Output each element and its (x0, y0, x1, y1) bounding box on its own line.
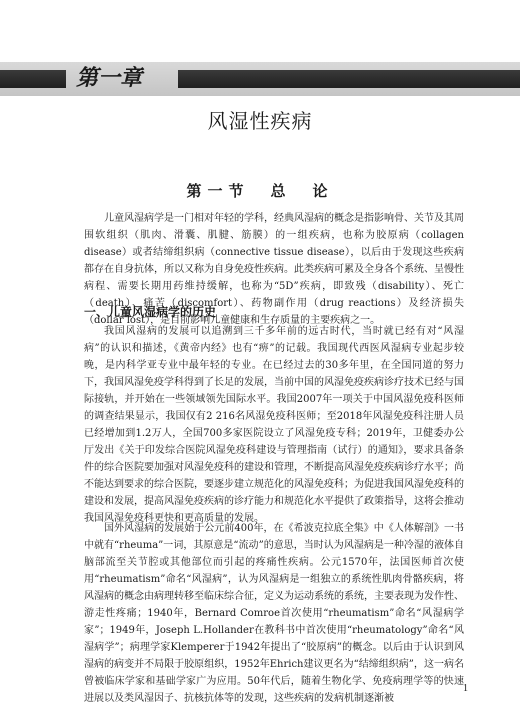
page-number: 1 (463, 683, 468, 694)
foreign-history-paragraph: 国外风湿病的发展始于公元前400年，在《希波克拉底全集》中《人体解剖》一书中就有“rheuma”一词，其原意是“流动”的意思，当时认为风湿病是一种冷湿的液体自脑部流至关节腔或其他部位而引起的疼痛性疾病。公元1570年，法国医师首次使用“rheumatism”命名“风湿病”，认为风湿病是一组独立的系统性肌肉骨骼疾病，将风湿病的概念由病理转移至临床综合征，定义为运动系统的系统，主要表现为发作性、游走性疼痛；1940年，Bernard Comroe首次使用“rheumatism”命名“风湿病学家”；1949年，Joseph L.Hollander在教科书中首次使用“rheumatology”命名“风湿病学”；病理学家Klemperer于1942年提出了“胶原病”的概念。以后由于认识到风湿病的病变并不局限于胶原组织，1952年Ehrich建议更名为“结缔组织病”，这一病名曾被临床学家和基础学家广为应用。50年代后，随着生物化学、免疫病理学等的快速进展以及类风湿因子、抗核抗体等的发现，这些疾病的发病机制逐渐被 (84, 523, 464, 704)
section-title: 第一节 总 论 (186, 182, 334, 200)
domestic-history-paragraph: 我国风湿病的发展可以追溯到三千多年前的远古时代，当时就已经有对“风湿病”的认识和描述，《黄帝内经》也有“痹”的记载。我国现代西医风湿病专业起步较晚，是内科学亚专业中最年轻的专业。在已经过去的30多年里，在全国同道的努力下，我国风湿免疫学科得到了长足的发展，当前中国的风湿免疫疾病诊疗技术已经与国际接轨，并开始在一些领域领先国际水平。我国2007年一项关于中国风湿免疫科医师的调查结果显示，我国仅有2 216名风湿免疫科医师；至2018年风湿免疫科注册人员已经增加到1.2万人，全国700多家医院设立了风湿免疫专科；2019年，卫健委办公厅发出《关于印发综合医院风湿免疫科建设与管理指南（试行）的通知》，要求具备条件的综合医院要加强对风湿免疫科的建设和管理，不断提高风湿免疫疾病诊疗水平；尚不能达到要求的综合医院，要逐步建立规范化的风湿免疫科；为促进我国风湿免疫科的建设和发展，提高风湿免疫疾病的诊疗能力和规范化水平提供了政策指导，这将会推动我国风湿免疫科更快和更高质量的发展。 (84, 326, 464, 524)
history-subheading: 一、儿童风湿病学的历史 (84, 305, 217, 319)
chapter-label: 第一章 (76, 66, 143, 91)
chapter-title: 风湿性疾病 (207, 109, 313, 133)
chapter-banner (0, 62, 520, 96)
intro-paragraph: 儿童风湿病学是一门相对年轻的学科，经典风湿病的概念是指影响骨、关节及其周围软组织（肌肉、滑囊、肌腱、筋膜）的一组疾病，也称为胶原病（collagen disease）或者结缔组织病（connective tissue disease），以后由于发现这些疾病都存在自身抗体，所以又称为自身免疫性疾病。此类疾病可累及全身各个系统、呈慢性病程、需要长期用药维持缓解，也称为“5D”疾病，即致残（disability）、死亡（death）、痛苦（discomfort）、药物副作用（drug reactions）及经济损失（dollar lost），是目前影响儿童健康和生存质量的主要疾病之一。 (84, 213, 464, 326)
